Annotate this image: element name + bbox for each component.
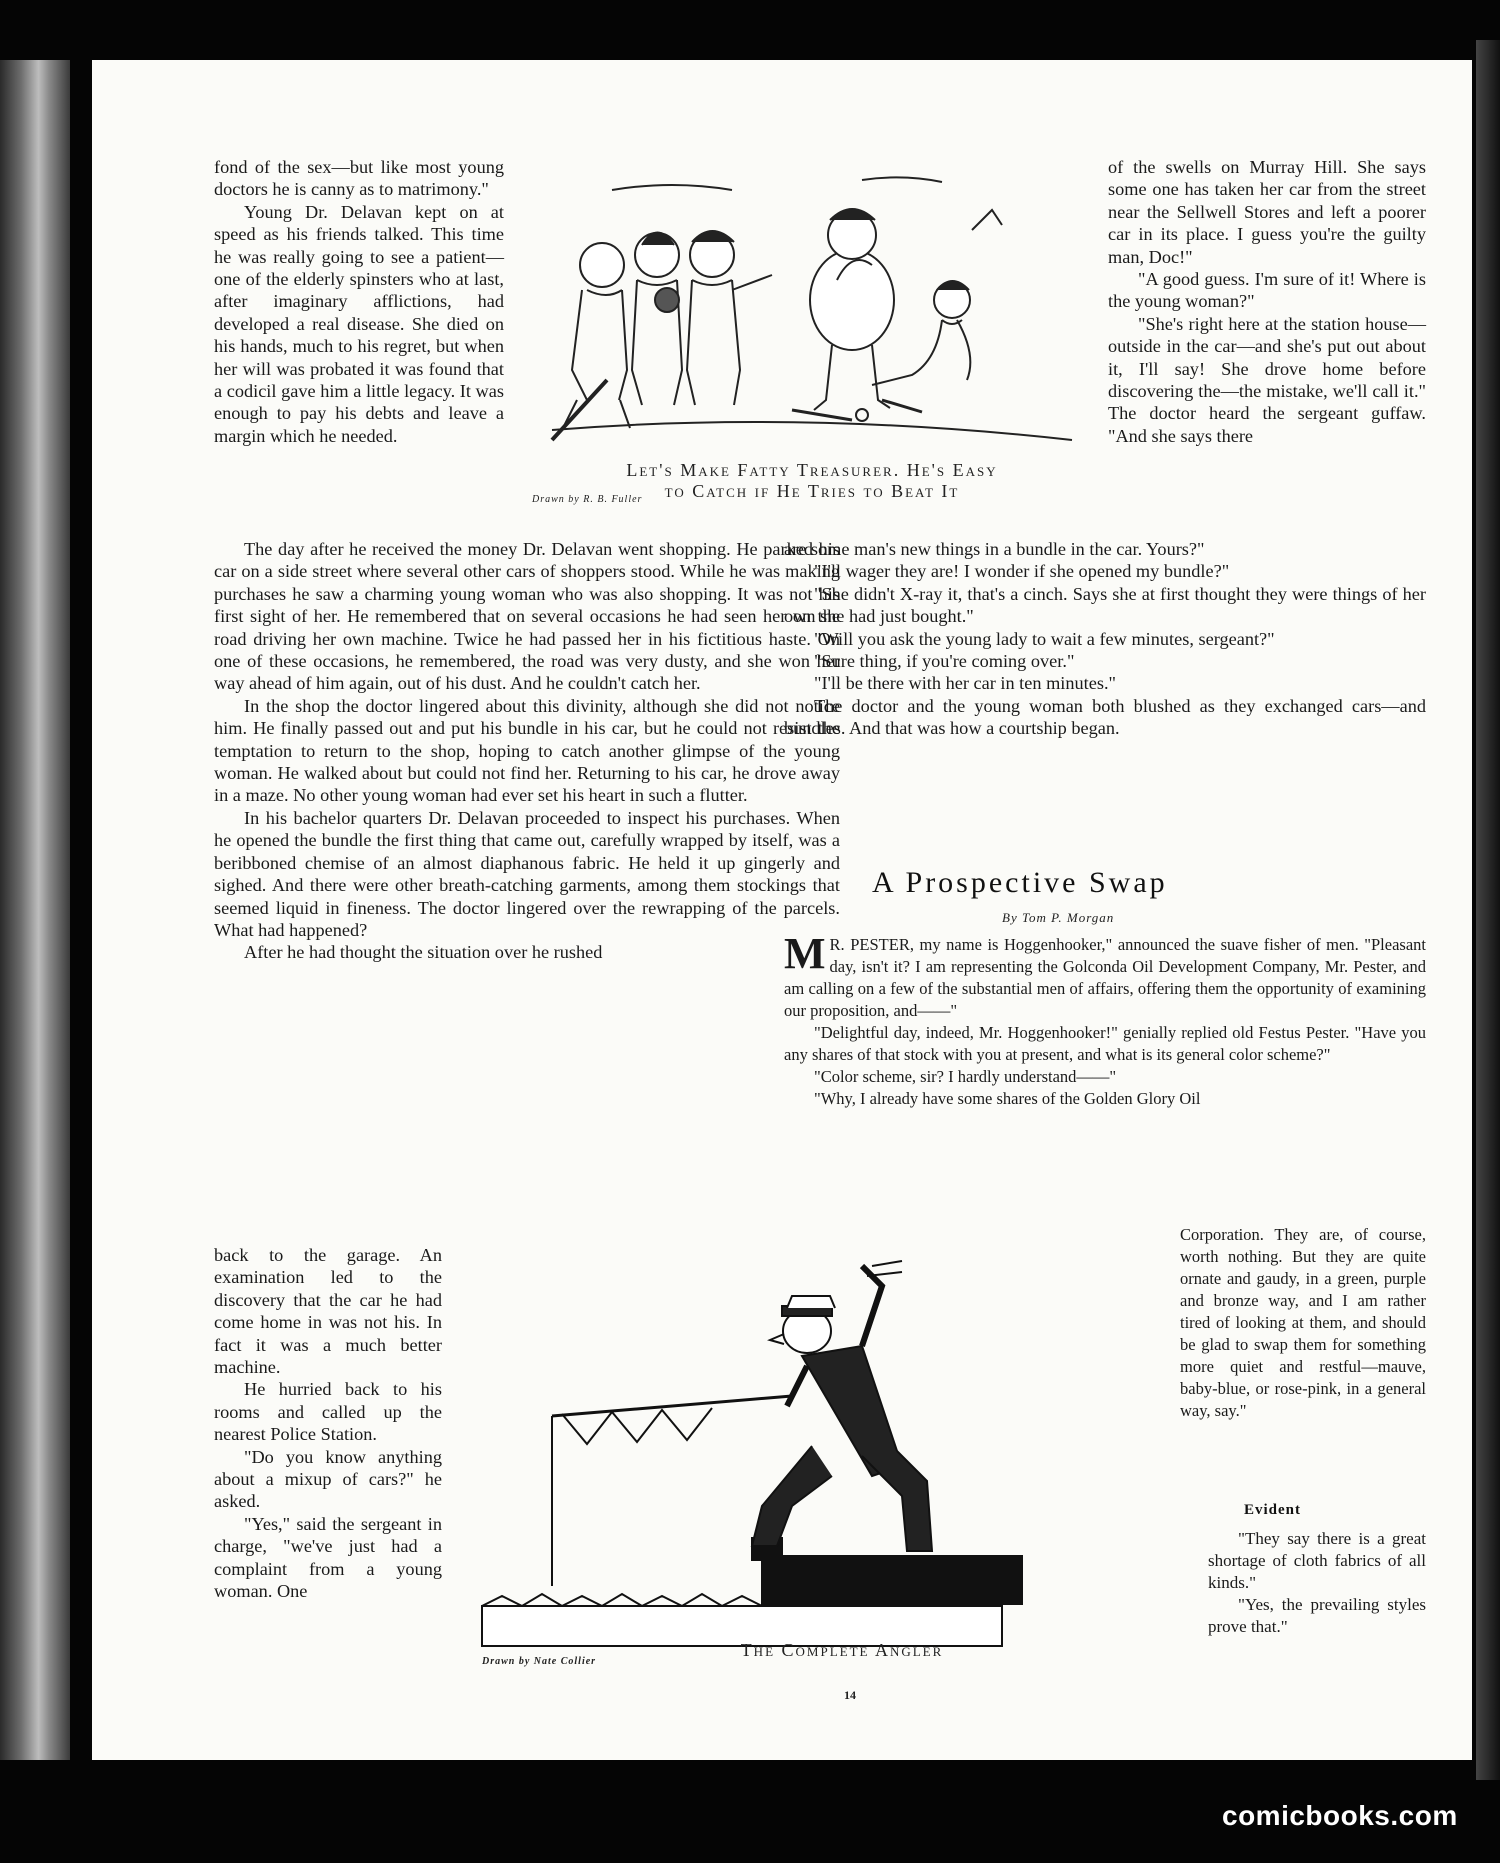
paragraph: "Will you ask the young lady to wait a few minutes, sergeant?" [814, 628, 1275, 649]
caption-line-2: to Catch if He Tries to Beat It [664, 481, 960, 501]
drop-cap: M [784, 929, 826, 978]
illustration-caption: The Complete Angler [740, 1640, 944, 1660]
paragraph: "She's right here at the station house—outside in the car—and she's put out about it, I'll say! She drove home before discovering the—the mistake, we'll call it." The doctor heard the sergeant guffaw. "And she says there [1108, 313, 1426, 446]
story-byline: By Tom P. Morgan [1002, 910, 1115, 925]
column-3-top [1108, 156, 1426, 447]
paragraph: After he had thought the situation over he rushed [244, 942, 603, 963]
paragraph: "She didn't X-ray it, that's a cinch. Says she at first thought they were things of her own she had just bought." [784, 583, 1426, 627]
paragraph: The doctor and the young woman both blushed as they exchanged cars—and bundles. And that was how a courtship began. [784, 695, 1426, 739]
magazine-page [92, 60, 1472, 1760]
column-2-middle [784, 538, 1426, 740]
column-1-top [214, 156, 504, 447]
paragraph: The day after he received the money Dr. Delavan went shopping. He parked his car on a side street where several other cars of shoppers stood. While he was making purchases he saw a charming young woman who was also shopping. It was not his first sight of her. He remembered that on several occasions he had seen her on the road driving her own machine. Twice he had passed her in his fictitious haste. On one of these occasions, he remembered, the road was very dusty, and she won her way ahead of him again, out of his dust. And he couldn't catch her. [214, 539, 840, 694]
paragraph: In his bachelor quarters Dr. Delavan proceeded to inspect his purchases. When he opened the bundle the first thing that came out, carefully wrapped by itself, was a beribboned chemise of an almost diaphanous fabric. He held it up gingerly and sighed. And there were other breath-catching garments, among them stockings that seemed liquid in fineness. The doctor lingered over the rewrapping of the parcels. What had happened? [214, 807, 840, 940]
paragraph: "Do you know anything about a mixup of cars?" he asked. [214, 1446, 442, 1512]
column-1-middle [214, 538, 840, 964]
paragraph-text: R. PESTER, my name is Hoggenhooker," announced the suave fisher of men. "Pleasant day, isn't it? I am representing the Golconda Oil Development Company, Mr. Pester, and am calling on a few of the substantial men of affairs, offering them the opportunity of examining our proposition, and——" [784, 935, 1426, 1020]
paragraph: "Yes, the prevailing styles prove that." [1208, 1595, 1426, 1636]
evident-joke [1208, 1528, 1426, 1638]
baseball-cartoon-image [532, 170, 1092, 490]
paragraph: "A good guess. I'm sure of it! Where is the young woman?" [1108, 269, 1426, 312]
paragraph: "Delightful day, indeed, Mr. Hoggenhooker!" genially replied old Festus Pester. "Have you any shares of that stock with you at present, and what is its general color scheme?" [784, 1023, 1426, 1064]
column-1-bottom [214, 1244, 442, 1603]
paragraph: "Color scheme, sir? I hardly understand——" [814, 1067, 1117, 1086]
paragraph [784, 929, 1426, 1022]
caption-line-1: Let's Make Fatty Treasurer. He's Easy [626, 460, 998, 480]
illustration-credit: Drawn by Nate Collier [482, 1656, 597, 1667]
page-number: 14 [844, 1688, 856, 1702]
paragraph: fond of the sex—but like most young doctors he is canny as to matrimony." [214, 157, 504, 200]
page-edge [1476, 40, 1500, 1780]
paragraph: are some man's new things in a bundle in the car. Yours?" [784, 539, 1205, 559]
illustration-caption [532, 460, 1092, 502]
paragraph: Corporation. They are, of course, worth nothing. But they are quite ornate and gaudy, in a green, purple and bronze way, and I am rather tired of looking at them, and should be glad to swap them for something more quiet and restful—mauve, baby-blue, or rose-pink, in a general way, say." [1180, 1225, 1426, 1420]
paragraph: "They say there is a great shortage of cloth fabrics of all kinds." [1208, 1529, 1426, 1592]
story-title: A Prospective Swap [872, 866, 1168, 899]
watermark: comicbooks.com [1222, 1800, 1458, 1831]
story-2-continuation [1100, 1224, 1426, 1422]
story-2-text [784, 929, 1426, 1110]
paragraph: "Sure thing, if you're coming over." [814, 651, 1075, 672]
paragraph: In the shop the doctor lingered about this divinity, although she did not notice him. He finally passed out and put his bundle in his car, but he could not resist the temptation to return to the shop, hoping to catch another glimpse of the young woman. He walked about but could not find her. Returning to his car, he drove away in a maze. No other young woman had ever set his heart in such a flutter. [214, 695, 840, 806]
angler-illustration [462, 1256, 1092, 1676]
paragraph: Young Dr. Delavan kept on at speed as his friends talked. This time he was really going to see a patient—one of the elderly spinsters who at last, after imaginary afflictions, had developed a real disease. She died on his hands, much to his regret, but when her will was probated it was found that a codicil gave him a little legacy. It was enough to pay his debts and leave a margin which he needed. [214, 201, 504, 446]
paragraph: back to the garage. An examination led to the discovery that the car he had come home in was not his. In fact it was a much better machine. [214, 1245, 442, 1378]
paragraph: "I'll be there with her car in ten minutes." [814, 673, 1116, 694]
angler-cartoon-image [462, 1256, 1092, 1656]
paragraph: of the swells on Murray Hill. She says some one has taken her car from the street near the Sellwell Stores and left a poorer car in its place. I guess you're the guilty man, Doc!" [1108, 157, 1426, 267]
paragraph: He hurried back to his rooms and called up the nearest Police Station. [214, 1379, 442, 1445]
illustration-credit: Drawn by R. B. Fuller [532, 494, 643, 505]
book-binding [0, 60, 70, 1760]
paragraph: "I'll wager they are! I wonder if she opened my bundle?" [814, 561, 1230, 582]
evident-heading: Evident [1244, 1502, 1302, 1518]
paragraph: "Why, I already have some shares of the Golden Glory Oil [814, 1089, 1201, 1108]
paragraph: "Yes," said the sergeant in charge, "we've just had a complaint from a young woman. One [214, 1513, 442, 1602]
